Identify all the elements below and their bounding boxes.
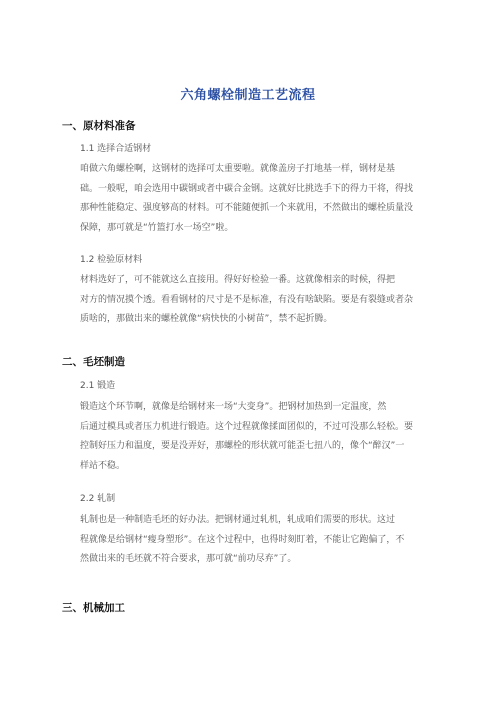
subsection-heading-2-2: 2.2 轧制 (80, 494, 116, 504)
paragraph-line: 那种性能稳定、强度够高的材料。可不能随便抓一个来就用，不然做出的螺栓质量没 (80, 203, 414, 213)
paragraph-2-1 (80, 398, 432, 476)
paragraph-line: 然做出来的毛坯就不符合要求，那可就“前功尽弃”了。 (80, 554, 297, 564)
section-heading-2: 二、毛坯制造 (62, 356, 125, 368)
subsection-heading-1-2: 1.2 检验原材料 (80, 255, 143, 265)
paragraph-line: 锻造这个环节啊，就像是给钢材来一场“大变身”。把钢材加热到一定温度，然 (80, 402, 387, 412)
paragraph-line: 样站不稳。 (80, 460, 126, 471)
section-heading-3: 三、机械加工 (62, 602, 125, 614)
document-title: 六角螺栓制造工艺流程 (180, 88, 316, 103)
paragraph-2-2 (80, 511, 432, 570)
paragraph-1-2 (80, 271, 432, 330)
paragraph-line: 控制好压力和温度，要是没弄好，那螺栓的形状就可能歪七扭八的，像个“醉汉”一 (80, 441, 405, 451)
subsection-heading-1-1: 1.1 选择合适钢材 (80, 144, 152, 154)
paragraph-line: 对方的情况摸个透。看看钢材的尺寸是不是标准，有没有啥缺陷。要是有裂缝或者杂 (80, 294, 414, 305)
paragraph-line: 质啥的，那做出来的螺栓就像“病快快的小树苗”，禁不起折腾。 (80, 314, 333, 324)
subsection-heading-2-1: 2.1 锻造 (80, 381, 116, 391)
paragraph-line: 程就像是给钢材“瘦身塑形”。在这个过程中，也得时刻盯着，不能让它跑偏了，不 (80, 534, 405, 545)
paragraph-line: 材料选好了，可不能就这么直接用。得好好检验一番。这就像相亲的时候，得把 (80, 275, 396, 285)
paragraph-line: 础。一般呢，咱会选用中碳钢或者中碳合金钢。这就好比挑选手下的得力干将，得找 (80, 183, 414, 194)
paragraph-line: 保障，那可就是“竹篮打水一场空”啦。 (80, 222, 234, 233)
paragraph-line: 轧制也是一种制造毛坯的好办法。把钢材通过轧机，轧成咱们需要的形状。这过 (80, 515, 396, 525)
paragraph-1-1 (80, 160, 432, 238)
paragraph-line: 后通过模具或者压力机进行锻造。这个过程就像揉面团似的，不过可没那么轻松。要 (80, 421, 414, 432)
section-heading-1: 一、原材料准备 (62, 120, 136, 132)
paragraph-line: 咱做六角螺栓啊，这钢材的选择可太重要啦。就像盖房子打地基一样，钢材是基 (80, 164, 396, 174)
